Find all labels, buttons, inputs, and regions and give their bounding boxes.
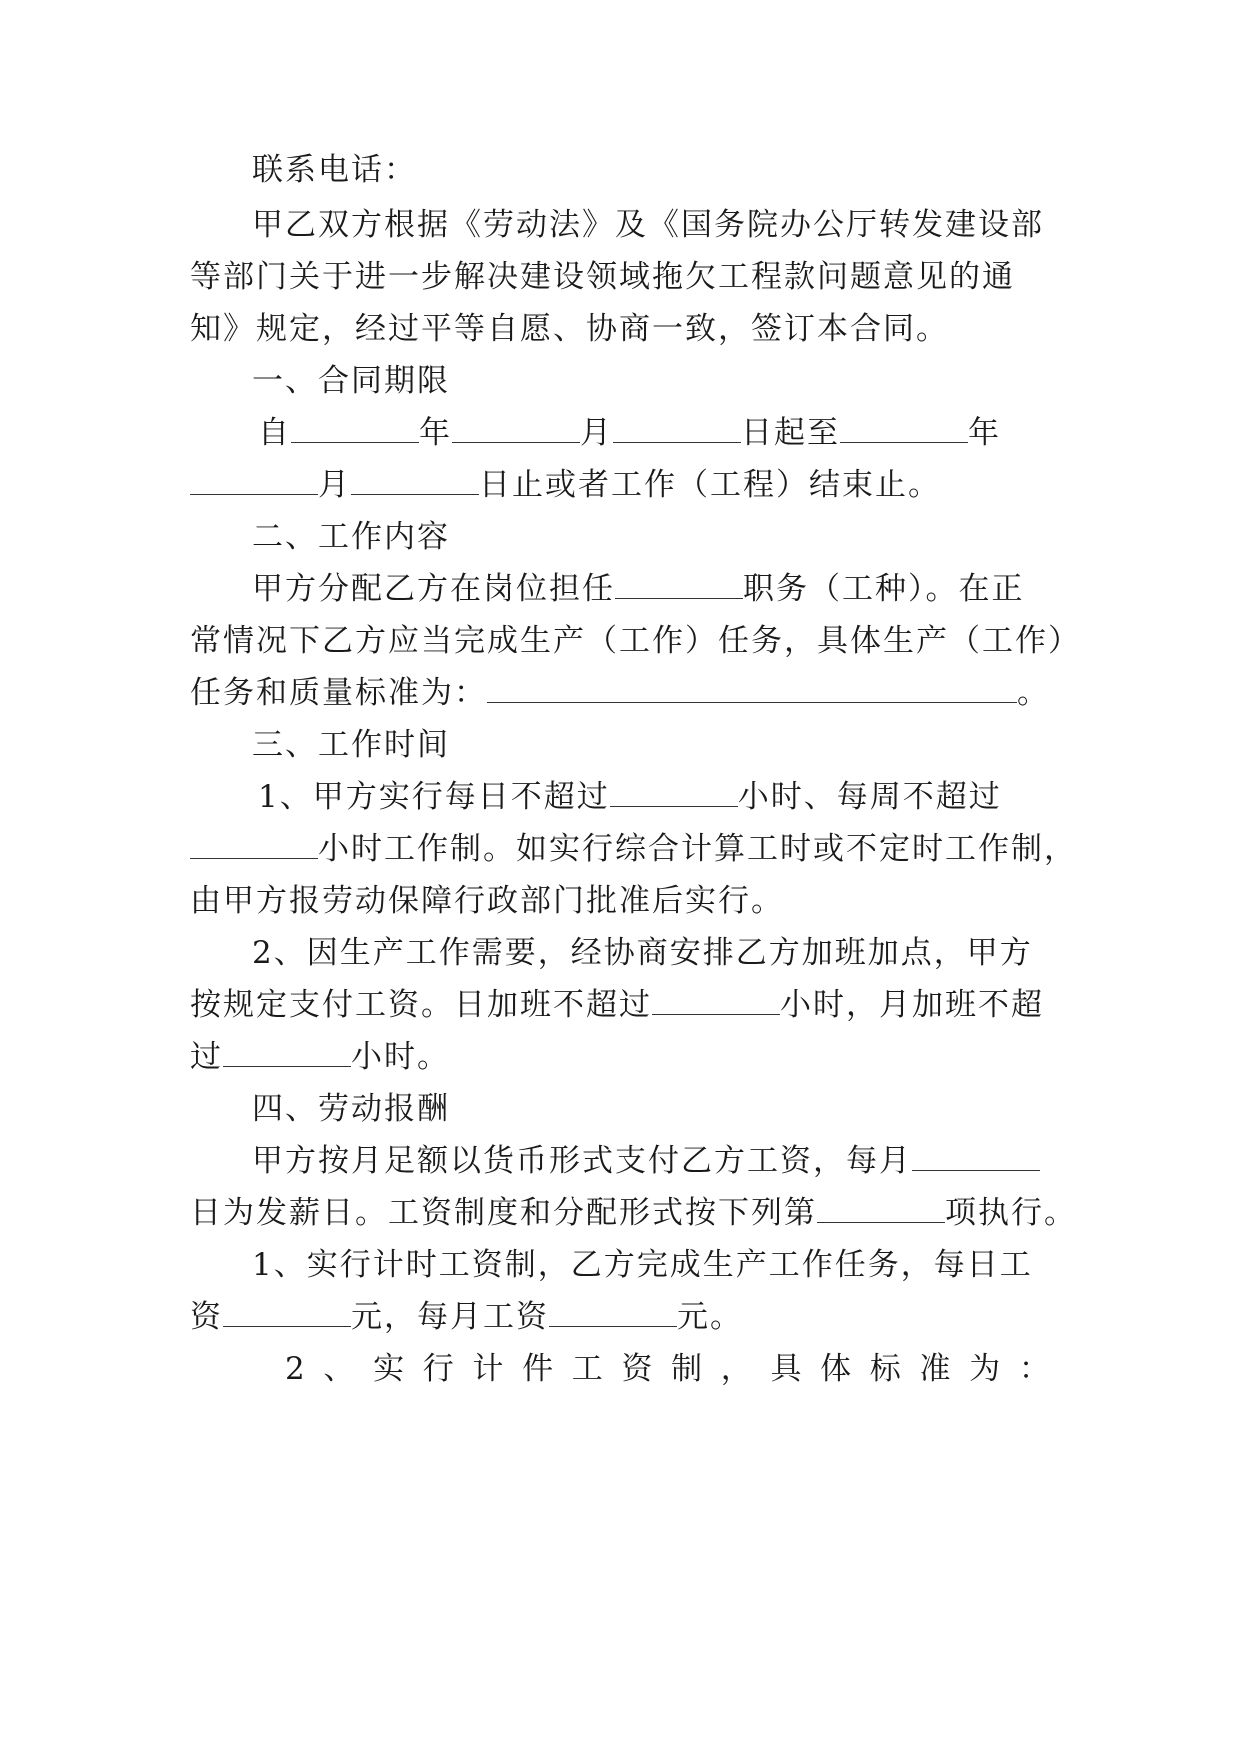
work-hours-text-1a: 1、甲方实行每日不超过 — [258, 779, 610, 815]
piece-wage-char: 为 — [969, 1351, 1001, 1387]
piece-wage-char: 工 — [571, 1351, 603, 1387]
intro-text-2: 等部门关于进一步解决建设领域拖欠工程款问题意见的通 — [190, 259, 1015, 295]
start-year-blank[interactable] — [291, 414, 419, 443]
work-content-line-1 — [252, 569, 1050, 609]
work-content-line-2 — [190, 621, 1081, 661]
pay-text-2b: 项执行。 — [945, 1195, 1077, 1231]
section-2-title — [252, 517, 1050, 557]
work-hours-item-2-line-2 — [190, 985, 1050, 1025]
piece-wage-char: 资 — [621, 1351, 653, 1387]
term-year2-label: 年 — [968, 415, 1001, 451]
intro-line-2 — [190, 257, 1050, 297]
piece-wage-char: ， — [720, 1351, 752, 1387]
piece-wage-char: 计 — [472, 1351, 504, 1387]
work-hours-text-2e: 小时。 — [351, 1039, 450, 1075]
monthly-wage-blank[interactable] — [549, 1298, 677, 1327]
monthly-overtime-blank[interactable] — [223, 1038, 351, 1067]
piece-wage-char: ： — [1018, 1351, 1050, 1387]
piece-wage-char: 件 — [522, 1351, 554, 1387]
pay-option-blank[interactable] — [817, 1194, 945, 1223]
end-year-blank[interactable] — [840, 414, 968, 443]
pay-text-1: 甲方按月足额以货币形式支付乙方工资，每月 — [252, 1143, 912, 1179]
end-month-blank[interactable] — [190, 466, 318, 495]
daily-hours-blank[interactable] — [610, 778, 738, 807]
daily-wage-blank[interactable] — [223, 1298, 351, 1327]
payday-blank[interactable] — [912, 1142, 1040, 1171]
quality-standard-blank[interactable] — [487, 674, 1017, 703]
work-hours-item-1-line-2 — [190, 829, 1077, 869]
work-content-text-3a: 任务和质量标准为： — [190, 675, 487, 711]
term-end-label: 日止或者工作（工程）结束止。 — [479, 467, 941, 503]
daily-overtime-blank[interactable] — [652, 986, 780, 1015]
piece-wage-char: 具 — [770, 1351, 802, 1387]
intro-line-3 — [190, 309, 1050, 349]
piece-wage-char: 标 — [869, 1351, 901, 1387]
work-hours-text-2d: 过 — [190, 1039, 223, 1075]
contact-phone-label: 联系电话： — [252, 152, 417, 188]
time-wage-line-1 — [252, 1245, 1050, 1285]
work-content-text-2: 常情况下乙方应当完成生产（工作）任务，具体生产（工作） — [190, 623, 1081, 659]
work-content-text-3b: 。 — [1017, 675, 1050, 711]
time-wage-text-1b: 资 — [190, 1299, 223, 1335]
work-content-line-3 — [190, 673, 1050, 713]
piece-wage-char: 体 — [820, 1351, 852, 1387]
work-hours-text-2a: 2、因生产工作需要，经协商安排乙方加班加点，甲方 — [252, 935, 1033, 971]
piece-wage-char: 、 — [323, 1351, 355, 1387]
intro-line-1 — [252, 205, 1050, 245]
end-day-blank[interactable] — [351, 466, 479, 495]
position-blank[interactable] — [615, 570, 743, 599]
piece-wage-char: 2 — [285, 1351, 305, 1387]
time-wage-text-1c: 元，每月工资 — [351, 1299, 549, 1335]
time-wage-text-1a: 1、实行计时工资制，乙方完成生产工作任务，每日工 — [252, 1247, 1033, 1283]
intro-text-1: 甲乙双方根据《劳动法》及《国务院办公厅转发建设部 — [252, 207, 1044, 243]
work-hours-item-1-line-3 — [190, 881, 1050, 921]
time-wage-line-2 — [190, 1297, 1050, 1337]
term-year-label: 年 — [419, 415, 452, 451]
contact-phone-line — [252, 150, 1050, 190]
piece-wage-char: 行 — [422, 1351, 454, 1387]
work-hours-text-1b: 小时、每周不超过 — [737, 779, 1002, 815]
pay-line-1 — [252, 1141, 1050, 1181]
contract-term-line-2 — [190, 465, 1050, 505]
term-day-to-label: 日起至 — [741, 415, 840, 451]
piece-wage-line — [285, 1349, 1050, 1389]
work-hours-item-2-line-1 — [252, 933, 1050, 973]
time-wage-text-1d: 元。 — [677, 1299, 743, 1335]
weekly-hours-blank[interactable] — [190, 830, 318, 859]
piece-wage-char: 实 — [373, 1351, 405, 1387]
piece-wage-char: 准 — [919, 1351, 951, 1387]
work-hours-text-2c: 小时，月加班不超 — [780, 987, 1044, 1023]
work-content-text-1b: 职务（工种）。在正 — [743, 571, 1025, 607]
pay-line-2 — [190, 1193, 1077, 1233]
work-hours-text-1c: 小时工作制。如实行综合计算工时或不定时工作制， — [318, 831, 1077, 867]
section-2-heading: 二、工作内容 — [252, 519, 450, 555]
start-month-blank[interactable] — [452, 414, 580, 443]
work-hours-item-1-line-1 — [258, 777, 1050, 817]
term-from-label: 自 — [258, 415, 291, 451]
term-month-label: 月 — [580, 415, 613, 451]
work-hours-text-1d: 由甲方报劳动保障行政部门批准后实行。 — [190, 883, 784, 919]
section-4-heading: 四、劳动报酬 — [252, 1091, 450, 1127]
work-hours-item-2-line-3 — [190, 1037, 1050, 1077]
section-1-title — [252, 361, 1050, 401]
section-3-heading: 三、工作时间 — [252, 727, 450, 763]
contract-term-line-1 — [258, 413, 1050, 453]
section-4-title — [252, 1089, 1050, 1129]
intro-text-3: 知》规定，经过平等自愿、协商一致，签订本合同。 — [190, 311, 949, 347]
work-hours-text-2b: 按规定支付工资。日加班不超过 — [190, 987, 652, 1023]
start-day-blank[interactable] — [613, 414, 741, 443]
section-3-title — [252, 725, 1050, 765]
pay-text-2a: 日为发薪日。工资制度和分配形式按下列第 — [190, 1195, 817, 1231]
term-month2-label: 月 — [318, 467, 351, 503]
work-content-text-1a: 甲方分配乙方在岗位担任 — [252, 571, 615, 607]
piece-wage-char: 制 — [671, 1351, 703, 1387]
section-1-heading: 一、合同期限 — [252, 363, 450, 399]
